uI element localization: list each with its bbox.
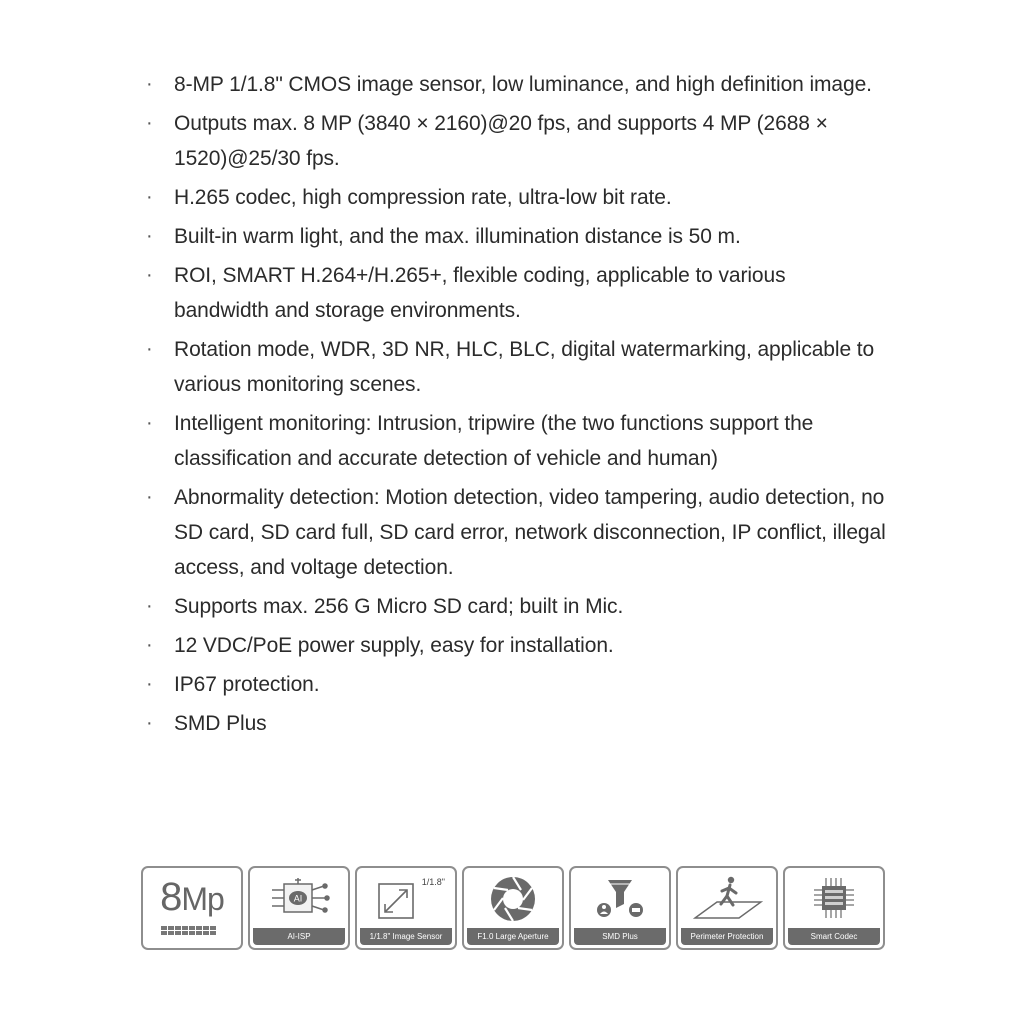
badge-smd-plus (569, 866, 671, 950)
badge-label: Smart Codec (788, 928, 880, 945)
feature-item (146, 67, 886, 102)
badge-aperture (462, 866, 564, 950)
badge-8mp (141, 866, 243, 950)
codec-chip-icon (785, 868, 883, 930)
badge-label: AI-ISP (253, 928, 345, 945)
bullet: · (146, 73, 153, 95)
feature-item (146, 258, 886, 328)
bullet: · (146, 264, 153, 286)
badge-8mp-art (143, 868, 241, 928)
feature-text: IP67 protection. (174, 673, 320, 696)
funnel-icon (571, 868, 669, 930)
feature-text: Abnormality detection: Motion detection, video tampering, audio detection, no SD card, SD card full, SD card error, network disconnection, IP conflict, illegal access, and voltage detection. (174, 486, 886, 579)
badge-image-sensor (355, 866, 457, 950)
bullet: · (146, 412, 153, 434)
bullet: · (146, 486, 153, 508)
feature-text: Outputs max. 8 MP (3840 × 2160)@20 fps, and supports 4 MP (2688 × 1520)@25/30 fps. (174, 112, 828, 170)
feature-text: 8-MP 1/1.8" CMOS image sensor, low luminance, and high definition image. (174, 73, 872, 96)
feature-item (146, 706, 886, 741)
feature-item (146, 406, 886, 476)
badge-label: 1/1.8" Image Sensor (360, 928, 452, 945)
pixel-grid-icon (161, 926, 216, 935)
badge-label: SMD Plus (574, 928, 666, 945)
bullet: · (146, 338, 153, 360)
ai-chip-icon (250, 868, 348, 930)
feature-text: ROI, SMART H.264+/H.265+, flexible coding, applicable to various bandwidth and storage environments. (174, 264, 786, 322)
badge-8mp-text: 8Mp (160, 875, 224, 919)
bullet: · (146, 595, 153, 617)
badge-ai-isp (248, 866, 350, 950)
badge-perimeter-protection (676, 866, 778, 950)
aperture-icon (464, 868, 562, 930)
feature-text: SMD Plus (174, 712, 267, 735)
feature-item (146, 628, 886, 663)
feature-text: H.265 codec, high compression rate, ultra-low bit rate. (174, 186, 672, 209)
feature-item (146, 219, 886, 254)
bullet: · (146, 673, 153, 695)
feature-text: Supports max. 256 G Micro SD card; built in Mic. (174, 595, 624, 618)
feature-text: Intelligent monitoring: Intrusion, tripwire (the two functions support the classification and accurate detection of vehicle and human) (174, 412, 814, 470)
feature-list (146, 67, 886, 745)
walking-person-icon (678, 868, 776, 930)
feature-item (146, 332, 886, 402)
badge-label: Perimeter Protection (681, 928, 773, 945)
feature-text: Built-in warm light, and the max. illumination distance is 50 m. (174, 225, 741, 248)
feature-text: Rotation mode, WDR, 3D NR, HLC, BLC, digital watermarking, applicable to various monitoring scenes. (174, 338, 875, 396)
badge-label: F1.0 Large Aperture (467, 928, 559, 945)
feature-badge-strip (141, 866, 886, 950)
bullet: · (146, 634, 153, 656)
badge-smart-codec (783, 866, 885, 950)
feature-item (146, 106, 886, 176)
feature-text: 12 VDC/PoE power supply, easy for installation. (174, 634, 614, 657)
feature-item (146, 589, 886, 624)
bullet: · (146, 186, 153, 208)
feature-item (146, 480, 886, 585)
bullet: · (146, 712, 153, 734)
svg-text:AI: AI (293, 893, 303, 904)
feature-item (146, 667, 886, 702)
sensor-size-text: 1/1.8" (421, 877, 445, 887)
feature-item (146, 180, 886, 215)
bullet: · (146, 112, 153, 134)
bullet: · (146, 225, 153, 247)
